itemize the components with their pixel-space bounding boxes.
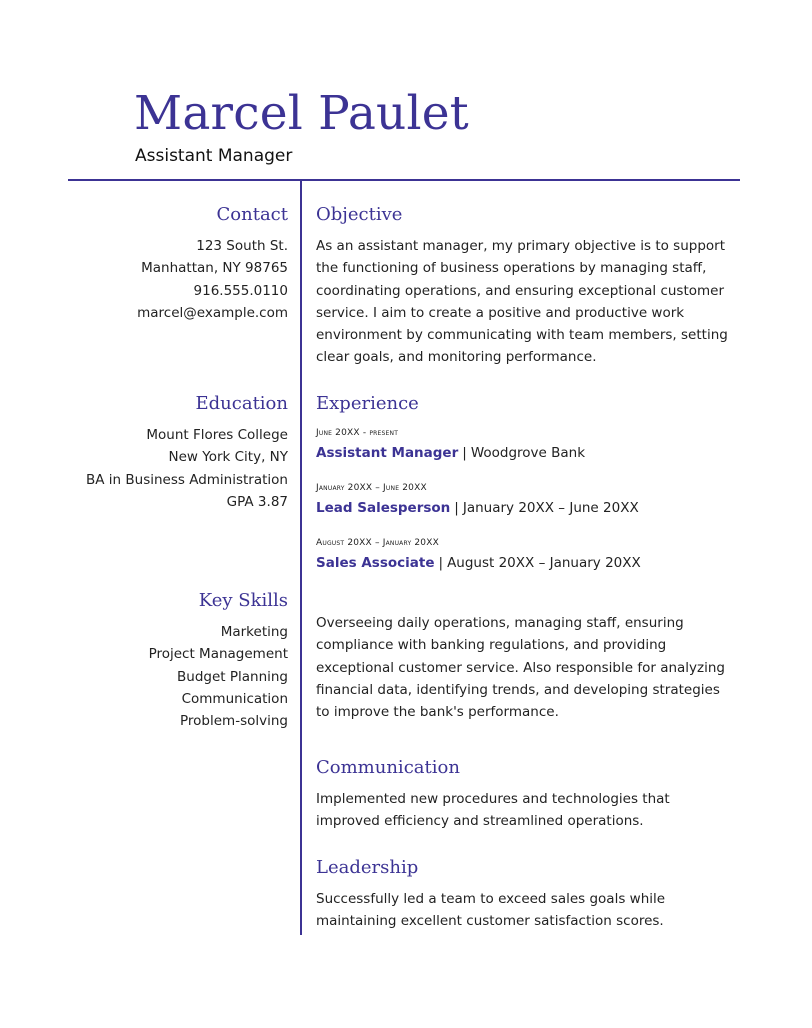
job-line [316,553,736,573]
education-school: Mount Flores College [146,427,288,443]
job-separator: | [438,555,444,571]
skill-item: Communication [181,690,288,707]
communication-text: Implemented new procedures and technologies that improved efficiency and streamlined operations. [316,791,670,830]
education-heading: Education [195,393,288,414]
contact-address: 123 South St. [196,238,288,254]
contact-phone: 916.555.0110 [193,282,288,299]
education-degree: BA in Business Administration [86,471,288,488]
header-divider [68,179,740,181]
education-location: New York City, NY [168,449,288,466]
objective-heading: Objective [316,204,403,225]
job-separator: | [462,445,467,461]
objective-section [316,203,736,369]
skill-item: Project Management [148,646,288,663]
education-section [48,392,288,513]
job-date: August 20XX – January 20XX [316,538,439,548]
contact-email: marcel@example.com [137,304,288,321]
job-line [316,498,736,518]
column-divider [300,181,302,935]
skill-item: Problem-solving [180,713,288,730]
job-line [316,443,736,463]
job-entry [316,426,736,463]
communication-heading: Communication [316,757,460,778]
skills-section [48,589,288,732]
experience-heading: Experience [316,393,419,414]
contact-city: Manhattan, NY 98765 [141,260,288,277]
skills-heading: Key Skills [198,590,288,611]
experience-section [316,392,736,591]
job-title: Lead Salesperson [316,500,451,516]
skill-item: Marketing [220,624,288,640]
resume-name: Marcel Paulet [134,86,469,141]
education-gpa: GPA 3.87 [226,493,288,510]
experience-summary-block [316,612,736,723]
job-detail: August 20XX – January 20XX [447,555,641,571]
experience-summary: Overseeing daily operations, managing staff, ensuring compliance with banking regulations, and providing exceptional customer service. Also responsible for analyzing financial data, identifying trends, and developing strategies to improve the bank's performance. [316,615,726,721]
contact-heading: Contact [216,204,288,225]
job-date: January 20XX – June 20XX [316,483,427,493]
skill-item: Budget Planning [177,668,288,685]
leadership-text: Successfully led a team to exceed sales goals while maintaining excellent customer satisfaction scores. [316,891,666,930]
job-entry [316,536,736,573]
job-detail: January 20XX – June 20XX [462,500,639,516]
resume-role: Assistant Manager [135,146,293,166]
contact-section [48,203,288,324]
job-detail: Woodgrove Bank [470,445,586,461]
job-date: June 20XX - present [316,428,399,438]
leadership-heading: Leadership [316,857,419,878]
objective-text: As an assistant manager, my primary objective is to support the functioning of business operations by managing staff, coordinating operations, and ensuring exceptional customer service. I aim to create a positive and productive work environment by communicating with team members, setting clear goals, and monitoring performance. [316,238,728,366]
job-separator: | [454,500,459,516]
job-title: Assistant Manager [316,445,459,461]
job-title: Sales Associate [316,555,435,571]
job-entry [316,481,736,518]
communication-section [316,756,736,833]
leadership-section [316,856,736,933]
